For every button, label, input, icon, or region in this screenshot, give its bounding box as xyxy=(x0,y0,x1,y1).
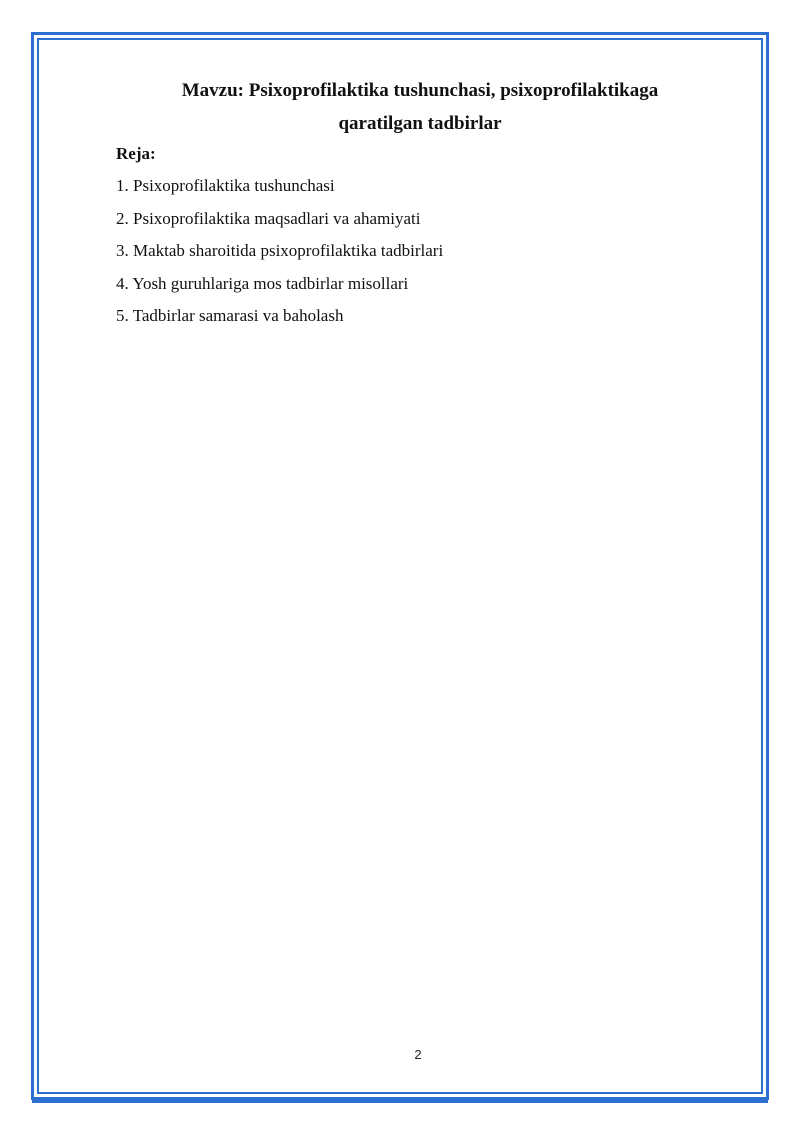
plan-item-3: 3. Maktab sharoitida psixoprofilaktika tadbirlari xyxy=(116,241,444,260)
page-number: 2 xyxy=(414,1047,422,1062)
plan-item-5: 5. Tadbirlar samarasi va baholash xyxy=(116,306,344,325)
plan-item-4: 4. Yosh guruhlariga mos tadbirlar misollari xyxy=(116,273,409,293)
plan-list xyxy=(116,170,716,333)
document-title xyxy=(116,74,716,140)
document-body xyxy=(116,74,716,333)
document-title-line-1: Mavzu: Psixoprofilaktika tushunchasi, psixoprofilaktikaga xyxy=(181,80,659,101)
document-title-line-2: qaratilgan tadbirlar xyxy=(338,113,502,134)
plan-item-1: 1. Psixoprofilaktika tushunchasi xyxy=(116,176,335,195)
plan-heading: Reja: xyxy=(116,144,156,163)
plan-item-2: 2. Psixoprofilaktika maqsadlari va ahamiyati xyxy=(116,208,421,228)
